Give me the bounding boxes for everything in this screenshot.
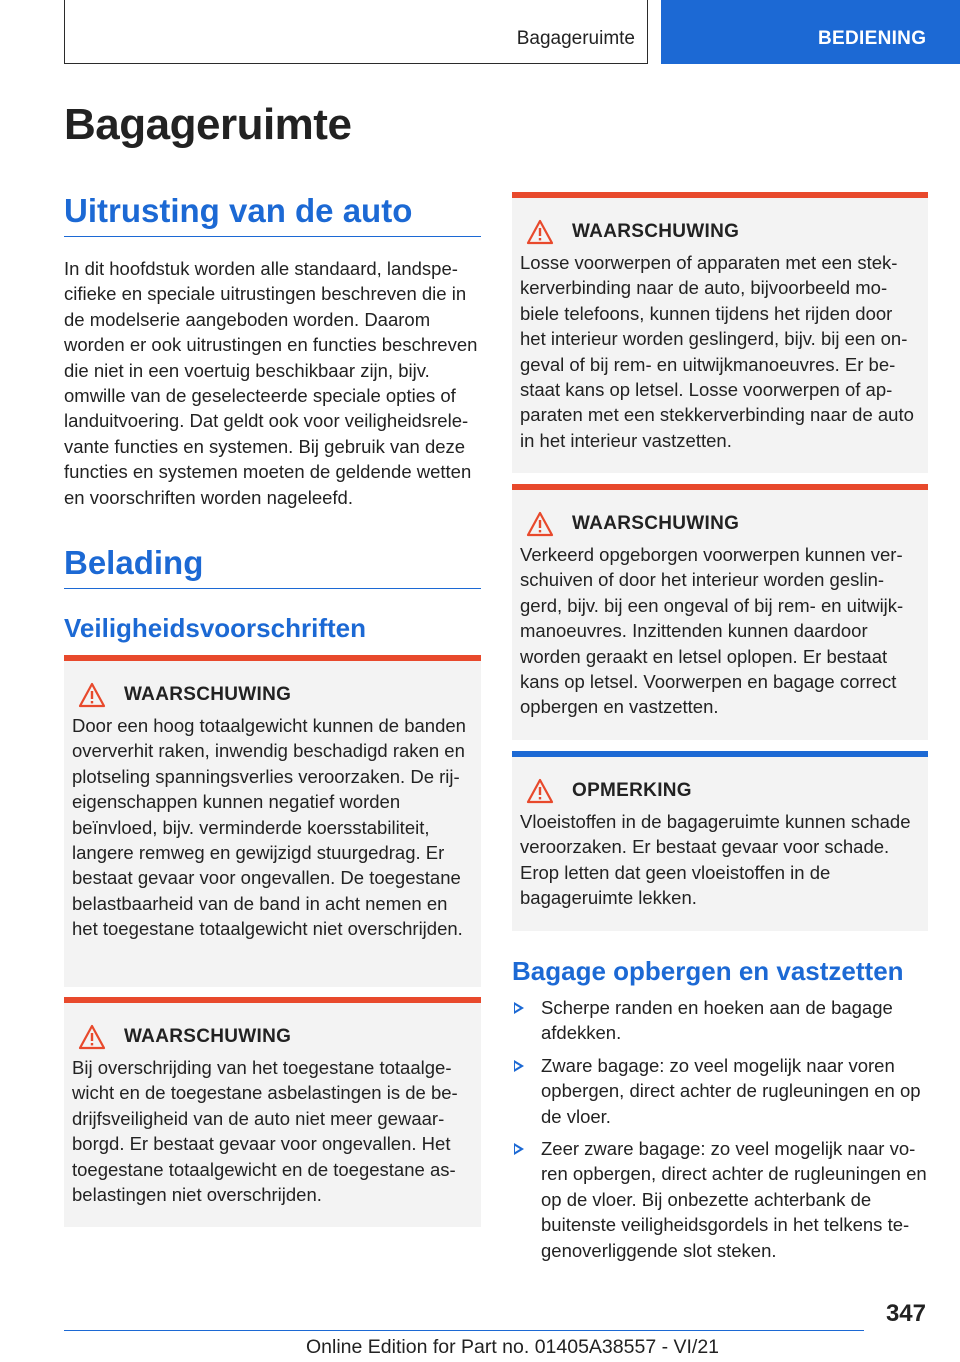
note-box: [512, 751, 928, 931]
warning-triangle-icon: [526, 511, 554, 537]
warning-box: [512, 192, 928, 473]
warning-triangle-icon: [78, 1024, 106, 1050]
warning-label: WAARSCHUWING: [572, 513, 740, 534]
warning-label: WAARSCHUWING: [124, 1026, 292, 1047]
warning-text: Bij overschrijding van het toegestane totaalgewicht en de toegestane asbelastingen is de bedrijfsveiligheid van de auto niet meer gewaarborgd. Er bestaat gevaar voor ongevallen. Het toegestane totaalgewicht en de toegestane asbelastingen niet overschrijden.: [72, 1057, 458, 1206]
note-label: OPMERKING: [572, 780, 692, 801]
equipment-paragraph: In dit hoofdstuk worden alle standaard, landspecifieke en speciale uitrustingen beschreven die in de modelserie aangeboden worden. Daarom worden er ook uitrustingen en functies beschreven die niet in een voertuig beschikbaar zijn, bijv. omwille van de geselecteerde speciale opties of landuitvoering. Dat geldt ook voor veiligheidsrelevante functies en systemen. Bij gebruik van deze functies en systemen moeten de geldende wetten en voorschriften worden nageleefd.: [64, 258, 478, 508]
warning-triangle-icon: [526, 778, 554, 804]
header-chapter-title: BEDIENING: [818, 28, 927, 49]
step-triangle-icon: [514, 1143, 524, 1155]
warning-header: [520, 218, 920, 246]
warning-header: [72, 681, 473, 709]
step-text: Zware bagage: zo veel mogelijk naar voren opbergen, direct achter de rugleuningen en op de vloer.: [541, 1054, 921, 1127]
list-item: [512, 1136, 928, 1263]
step-triangle-icon: [514, 1002, 524, 1014]
heading-safety: Veiligheidsvoorschriften: [64, 613, 366, 643]
warning-text: Losse voorwerpen of apparaten met een stekkerverbinding naar de auto, bijvoorbeeld mobiele telefoons, kunnen tijdens het rijden door het interieur worden geslingerd, bijv. bij een ongeval of bij rem- en uitwijkmanoeuvres. Er bestaat kans op letsel. Losse voorwerpen of apparaten met een stekkerverbinding naar de auto in het interieur vastzetten.: [520, 252, 914, 451]
page-title: Bagageruimte: [64, 100, 352, 149]
warning-triangle-icon: [526, 219, 554, 245]
warning-triangle-icon: [78, 682, 106, 708]
warning-box: [64, 655, 481, 987]
steps-list: [512, 995, 928, 1270]
warning-label: WAARSCHUWING: [572, 221, 740, 242]
warning-text: Door een hoog totaalgewicht kunnen de banden oververhit raken, inwendig beschadigd raken en plotseling spanningsverlies veroorzaken. De rij-eigenschappen kunnen negatief worden beïnvloed, bijv. verminderde koersstabiliteit, langere remweg en gewijzigd stuurgedrag. Er bestaat gevaar voor ongevallen. De toegestane belastbaarheid van de band in acht nemen en het toegestane totaalgewicht niet overschrijden.: [72, 715, 466, 940]
warning-text: Verkeerd opgeborgen voorwerpen kunnen verschuiven of door het interieur worden geslingerd, bijv. bij een ongeval of bij rem- en uitwijkmanoeuvres. Inzittenden kunnen daardoor worden geraakt en letsel oplopen. Er bestaat kans op letsel. Voorwerpen en bagage correct opbergen en vastzetten.: [520, 544, 904, 718]
warning-header: [520, 510, 920, 538]
heading-stowing: Bagage opbergen en vastzetten: [512, 956, 904, 986]
heading-loading: Belading: [64, 544, 481, 589]
list-item: [512, 995, 928, 1046]
step-triangle-icon: [514, 1060, 524, 1072]
note-text: Vloeistoffen in de bagageruimte kunnen schade veroorzaken. Er bestaat gevaar voor schade. Erop letten dat geen vloeistoffen in de bagageruimte lekken.: [520, 811, 911, 909]
step-text: Scherpe randen en hoeken aan de bagage afdekken.: [541, 997, 893, 1044]
note-header: [520, 777, 920, 805]
footer-edition: Online Edition for Part no. 01405A38557 - VI/21: [306, 1336, 720, 1358]
header-chapter-tab: [661, 0, 960, 64]
warning-box: [64, 997, 481, 1227]
header-section-title: Bagageruimte: [516, 28, 635, 49]
heading-equipment: Uitrusting van de auto: [64, 192, 481, 237]
footer-divider: [64, 1330, 864, 1331]
warning-label: WAARSCHUWING: [124, 684, 292, 705]
list-item: [512, 1053, 928, 1129]
page-number: 347: [885, 1300, 926, 1327]
warning-header: [72, 1023, 473, 1051]
step-text: Zeer zware bagage: zo veel mogelijk naar voren opbergen, direct achter de rugleuningen en op de vloer. Bij onbezette achterbank de buitenste veiligheidsgordels in het telkens tegenoverliggende slot steken.: [541, 1138, 927, 1261]
header-section-tab: [64, 0, 648, 64]
warning-box: [512, 484, 928, 740]
